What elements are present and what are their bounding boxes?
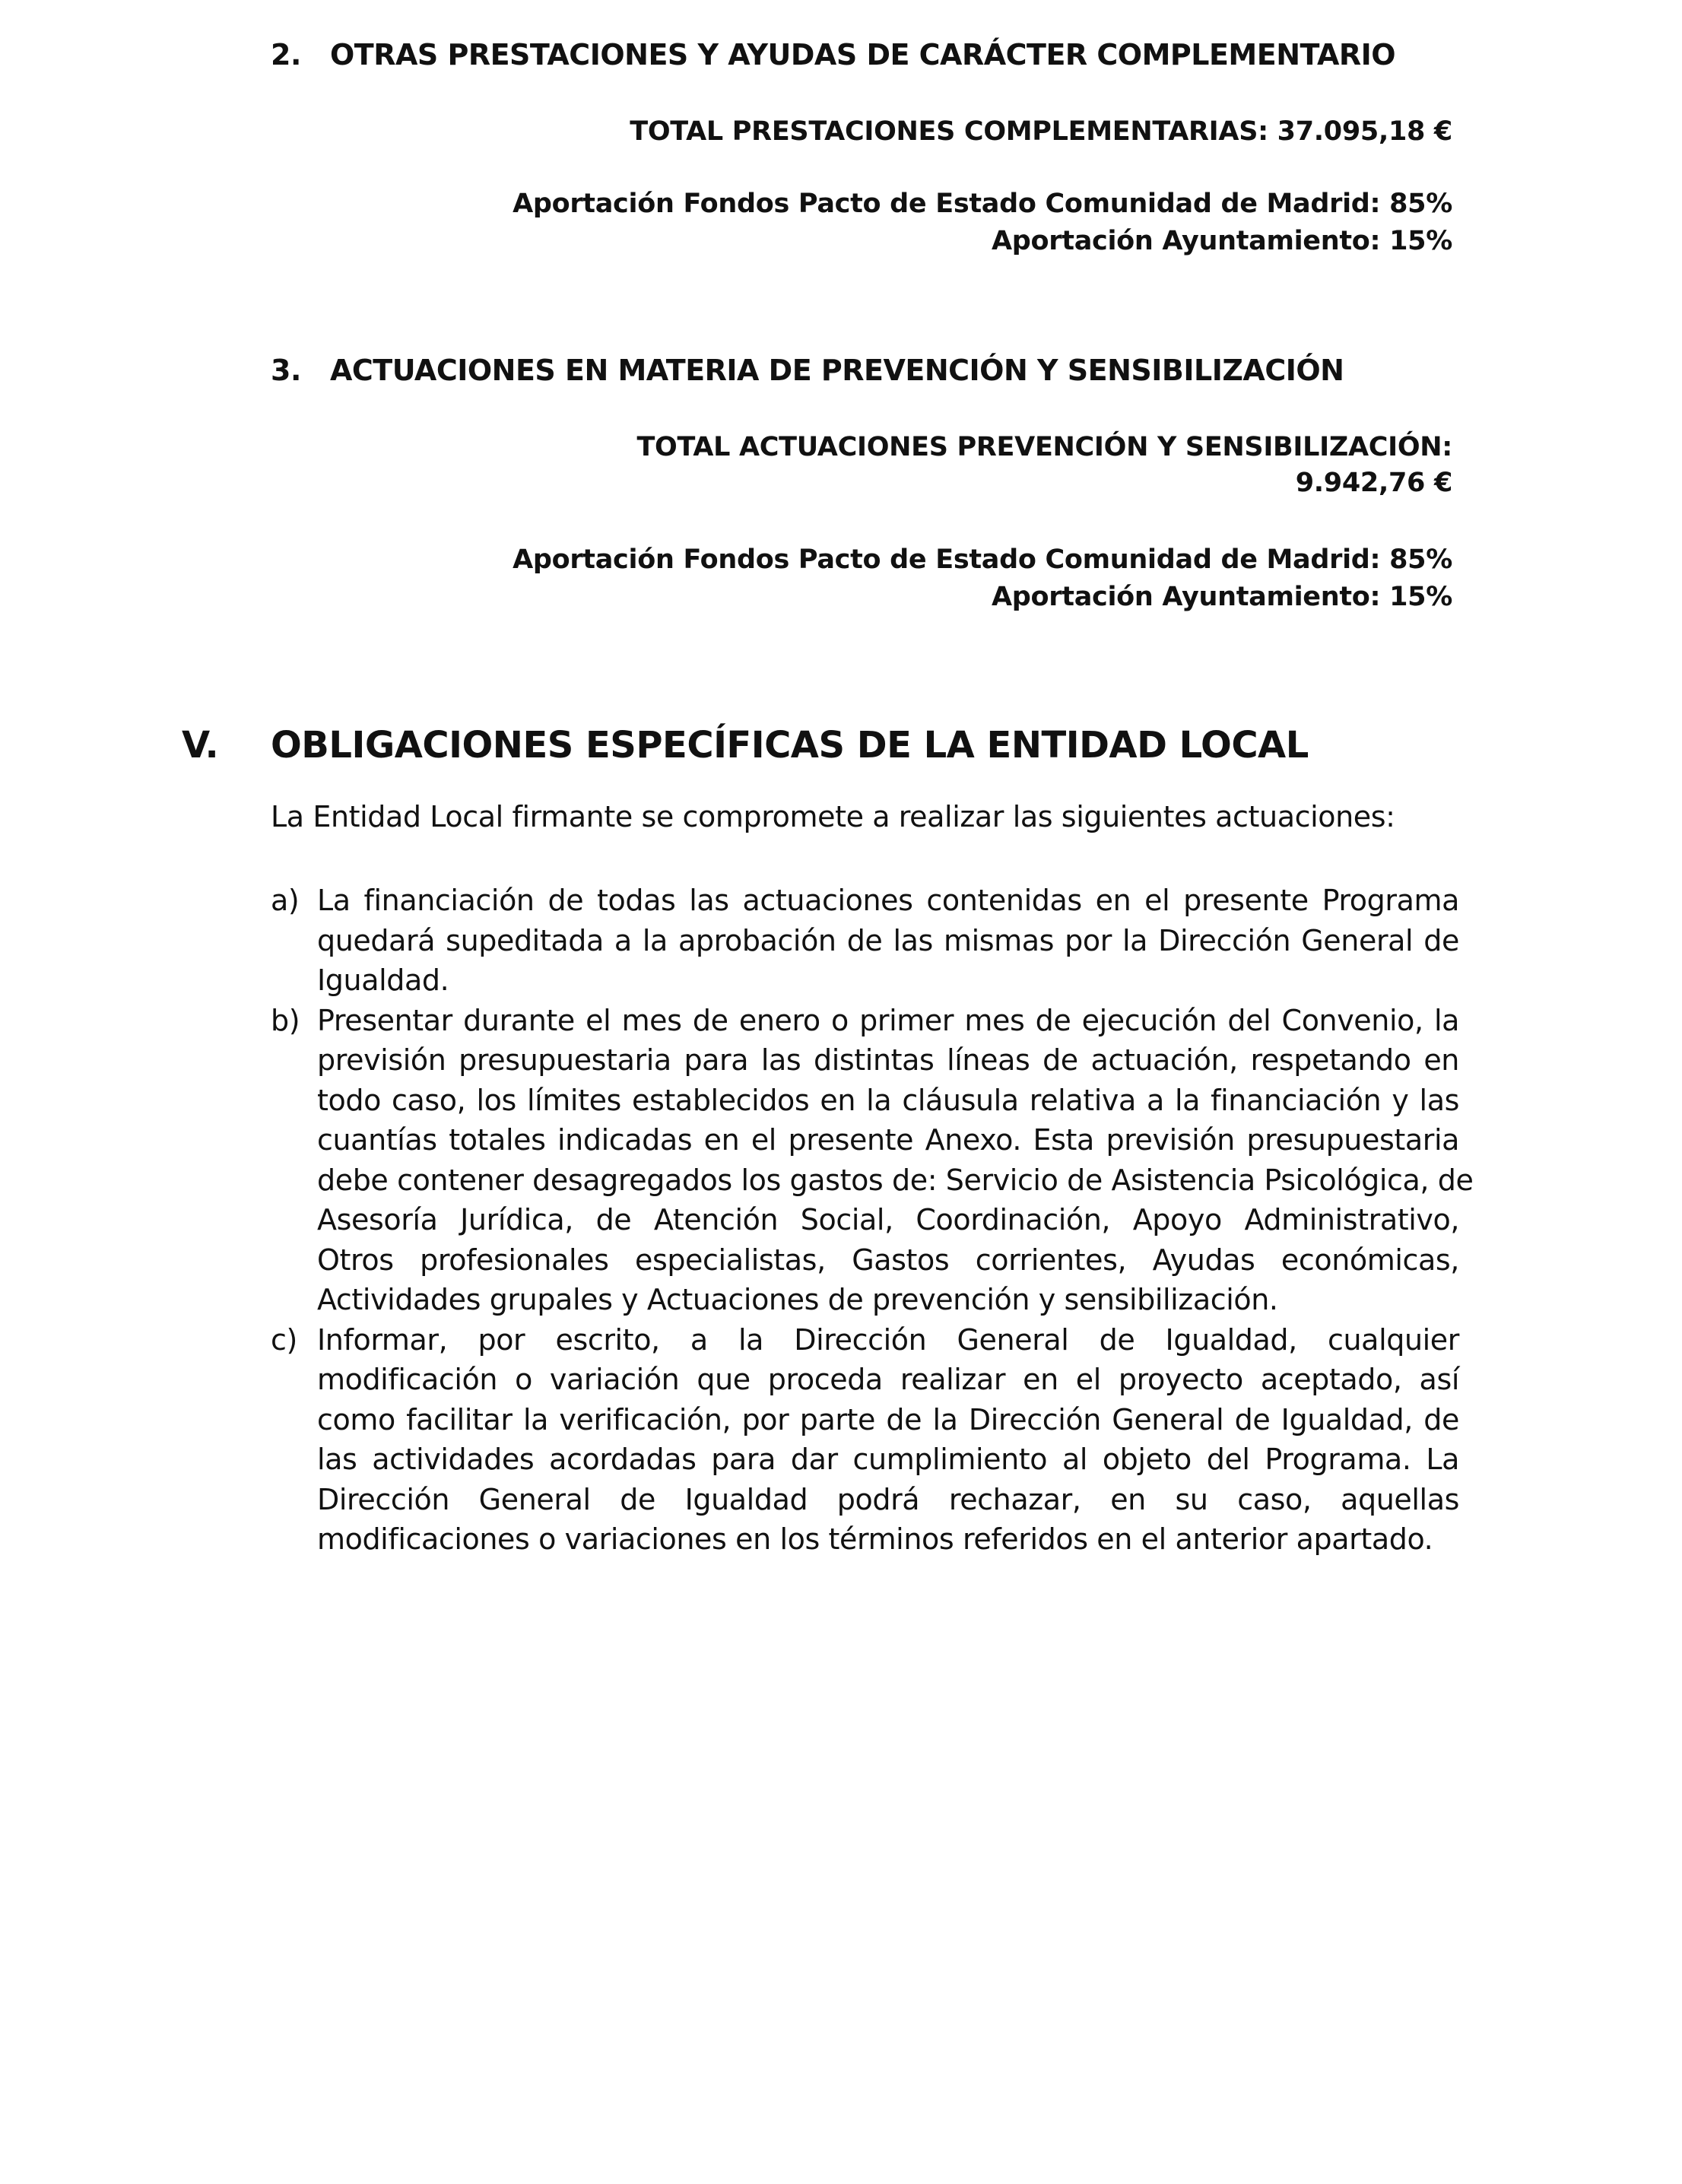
list-item-text-line: Dirección General de Igualdad podrá rechazar, en su caso, aquellas [317, 1482, 1459, 1516]
list-item-text-line: Presentar durante el mes de enero o primer mes de ejecución del Convenio, la [317, 1003, 1459, 1037]
list-item-text-line: La financiación de todas las actuaciones contenidas en el presente Programa [317, 884, 1459, 917]
list-item-label: a) [271, 884, 300, 917]
list-item-text-line: las actividades acordadas para dar cumplimiento al objeto del Programa. La [317, 1443, 1459, 1476]
list-item-text-line: Asesoría Jurídica, de Atención Social, Coordinación, Apoyo Administrativo, [317, 1203, 1459, 1236]
list-item-text-line: Informar, por escrito, a la Dirección General de Igualdad, cualquier [317, 1322, 1459, 1357]
list-item-text-line: cuantías totales indicadas en el presente Anexo. Esta previsión presupuestaria [317, 1123, 1459, 1157]
list-item-text-line: Actividades grupales y Actuaciones de prevención y sensibilización. [317, 1283, 1278, 1316]
list-item-label: b) [271, 1003, 300, 1037]
section-v-number: V. [182, 724, 219, 767]
list-item-text-line: modificaciones o variaciones en los términos referidos en el anterior apartado. [317, 1522, 1433, 1556]
list-item-text-line: modificación o variación que proceda realizar en el proyecto aceptado, así [317, 1363, 1459, 1396]
list-item-text-line: Igualdad. [317, 963, 449, 997]
section-3-title: ACTUACIONES EN MATERIA DE PREVENCIÓN Y SENSIBILIZACIÓN [330, 354, 1344, 387]
section-3-funding-cam: Aportación Fondos Pacto de Estado Comunidad de Madrid: 85% [513, 544, 1452, 575]
list-item [271, 881, 1459, 1001]
list-item-text-line: todo caso, los límites establecidos en la cláusula relativa a la financiación y las [317, 1083, 1459, 1117]
list-item-text-line: como facilitar la verificación, por parte de la Dirección General de Igualdad, de [317, 1402, 1459, 1436]
section-3-total-label: TOTAL ACTUACIONES PREVENCIÓN Y SENSIBILIZACIÓN: [636, 432, 1452, 462]
section-v-intro: La Entidad Local firmante se compromete a realizar las siguientes actuaciones: [271, 800, 1395, 833]
section-3-number: 3. [271, 354, 301, 387]
section-3-total-value: 9.942,76 € [1295, 468, 1452, 498]
section-3-funding-ayto: Aportación Ayuntamiento: 15% [992, 582, 1452, 612]
section-2-total: TOTAL PRESTACIONES COMPLEMENTARIAS: 37.095,18 € [630, 116, 1452, 147]
list-item-label: c) [271, 1322, 297, 1357]
section-v-title: OBLIGACIONES ESPECÍFICAS DE LA ENTIDAD LOCAL [271, 724, 1309, 767]
list-item-text-line: previsión presupuestaria para las distintas líneas de actuación, respetando en [317, 1043, 1459, 1077]
list-item-text-line: debe contener desagregados los gastos de: Servicio de Asistencia Psicológica, de [317, 1163, 1474, 1197]
section-2-funding-ayto: Aportación Ayuntamiento: 15% [992, 226, 1452, 256]
list-item-text-line: quedará supeditada a la aprobación de las mismas por la Dirección General de [317, 923, 1459, 957]
section-2-title: OTRAS PRESTACIONES Y AYUDAS DE CARÁCTER COMPLEMENTARIO [330, 38, 1396, 71]
list-item [271, 1001, 1474, 1320]
obligations-list [271, 881, 1474, 1560]
section-2-number: 2. [271, 38, 301, 71]
list-item [271, 1320, 1459, 1560]
list-item-text-line: Otros profesionales especialistas, Gastos corrientes, Ayudas económicas, [317, 1243, 1459, 1277]
section-2-funding-cam: Aportación Fondos Pacto de Estado Comunidad de Madrid: 85% [513, 189, 1452, 219]
